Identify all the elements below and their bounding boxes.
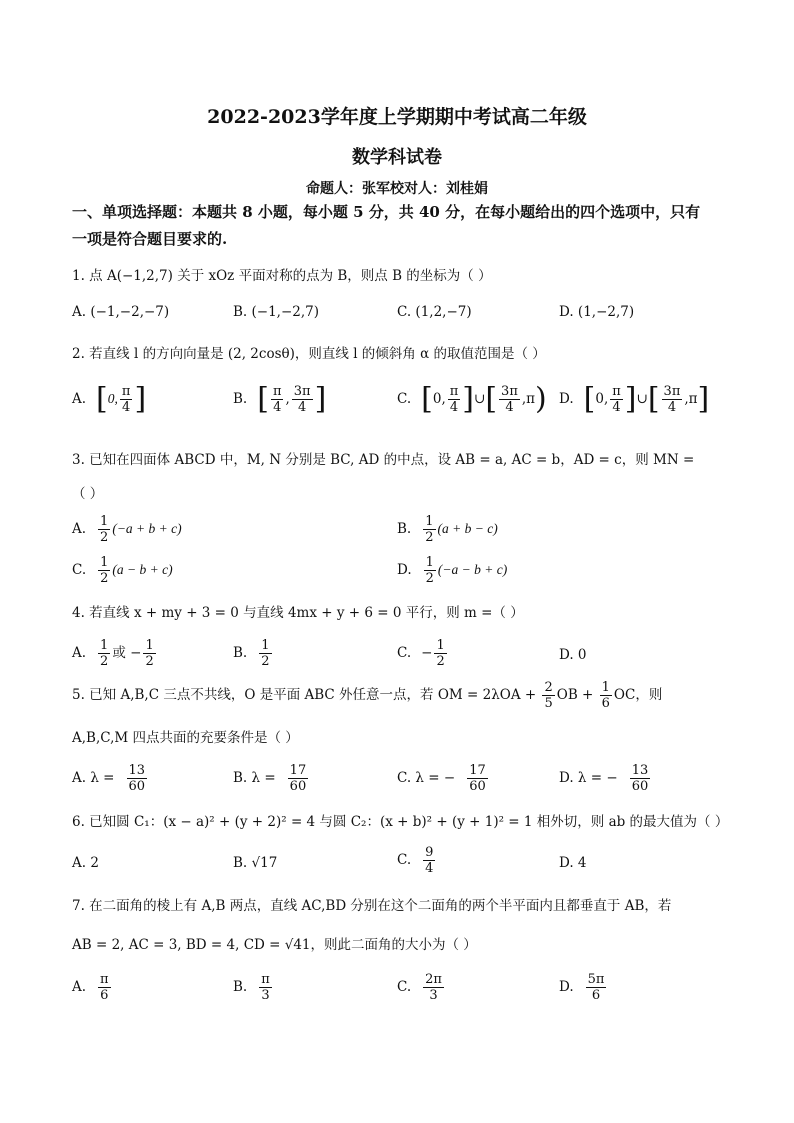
q7-c-den: 3	[429, 988, 438, 1003]
q2-c-n1: π	[449, 384, 459, 399]
q4-option-b[interactable]	[233, 638, 274, 669]
q4-c-minus: −	[421, 645, 433, 661]
q2-d-label: D.	[559, 391, 574, 407]
q3-option-a[interactable]	[72, 514, 182, 545]
q2-c-lower: 0,	[432, 391, 446, 407]
q3-d-num: 1	[425, 555, 434, 570]
q3-b-num: 1	[425, 514, 434, 529]
q2-d-upper: ,π	[684, 391, 698, 407]
q5-stem-part3: OC，则	[613, 687, 663, 703]
q5-c-num: 17	[469, 763, 486, 778]
question-5-stem-line2: A,B,C,M 四点共面的充要条件是（ ）	[72, 730, 299, 746]
q7-option-d[interactable]	[559, 972, 608, 1003]
question-3-stem-line2: （ ）	[72, 486, 104, 502]
q2-c-union: ∪	[474, 391, 486, 407]
q5-option-a[interactable]	[72, 763, 149, 794]
q2-c-label: C.	[397, 391, 412, 407]
q4-a-label: A.	[72, 645, 87, 661]
q5-a-label: A. λ =	[72, 770, 115, 786]
q3-d-label: D.	[397, 562, 412, 578]
q7-a-num: π	[100, 972, 109, 987]
q2-c-upper: ,π	[521, 391, 536, 407]
q7-c-label: C.	[397, 979, 412, 995]
q7-option-c[interactable]	[397, 972, 446, 1003]
q4-c-num: 1	[436, 638, 445, 653]
q2-option-c[interactable]: C. [0, $\frac{\pi}{4}$ ]∪[ $\frac{3\pi}{4}$ ,π)	[397, 381, 547, 417]
q7-option-a[interactable]	[72, 972, 113, 1003]
q6-option-d[interactable]: D. 4	[559, 855, 587, 871]
q1-option-c[interactable]: C. (1,2,−7)	[397, 304, 472, 320]
q6-option-c[interactable]	[397, 845, 437, 876]
q4-a-mid: 或 −	[112, 645, 142, 661]
q5-c-label: C. λ = −	[397, 770, 456, 786]
q3-c-num: 1	[100, 555, 109, 570]
q4-a-n2: 1	[145, 638, 154, 653]
q2-a-num: π	[121, 384, 131, 399]
question-7-stem-line2: AB = 2, AC = 3, BD = 4, CD = √41，则此二面角的大小为（ ）	[72, 937, 477, 953]
q4-c-den: 2	[436, 654, 445, 669]
q4-b-label: B.	[233, 645, 248, 661]
q2-d-d1: 4	[612, 400, 621, 415]
q1-option-a[interactable]: A. (−1,−2,−7)	[72, 304, 170, 320]
authors-line: 命题人：张军校对人：刘桂娟	[306, 181, 488, 197]
q4-option-a[interactable]	[72, 638, 158, 669]
question-3-stem-line1: 3. 已知在四面体 ABCD 中，M, N 分别是 BC, AD 的中点，设 AB = a, AC = b，AD = c，则 MN =	[72, 452, 695, 468]
section-heading	[72, 199, 732, 253]
q4-b-den: 2	[261, 654, 270, 669]
q5-f2-num: 1	[601, 680, 610, 695]
q2-d-n2: 3π	[663, 384, 681, 399]
q3-a-den: 2	[100, 530, 109, 545]
q7-a-den: 6	[100, 988, 109, 1003]
exam-subtitle: 数学科试卷	[352, 147, 442, 168]
q4-a-d2: 2	[145, 654, 154, 669]
q5-c-den: 60	[469, 779, 486, 794]
q3-c-expr: (a − b + c)	[112, 562, 173, 577]
q2-a-den: 4	[122, 400, 131, 415]
q4-a-d1: 2	[100, 654, 109, 669]
q4-option-c[interactable]	[397, 638, 449, 669]
question-2-stem: 2. 若直线 l 的方向向量是 (2, 2cosθ)，则直线 l 的倾斜角 α 的取值范围是（ ）	[72, 346, 546, 362]
q5-option-b[interactable]	[233, 763, 310, 794]
q2-b-d2: 4	[298, 400, 307, 415]
q4-option-d[interactable]: D. 0	[559, 647, 587, 663]
q2-d-n1: π	[612, 384, 621, 399]
q2-b-comma: ,	[285, 391, 290, 407]
q3-a-label: A.	[72, 521, 87, 537]
q7-b-num: π	[261, 972, 270, 987]
q7-d-num: 5π	[587, 972, 605, 987]
q3-option-b[interactable]	[397, 514, 498, 545]
q5-f1-num: 2	[544, 680, 553, 695]
question-5-stem-line1	[72, 680, 732, 711]
section-heading-line1: 一、单项选择题：本题共 8 小题，每小题 5 分，共 40 分，在每小题给出的四个选项中，只有	[72, 203, 701, 221]
q2-c-d2: 4	[505, 400, 514, 415]
question-7-stem-line1: 7. 在二面角的棱上有 A,B 两点，直线 AC,BD 分别在这个二面角的两个半平面内且都垂直于 AB，若	[72, 898, 672, 914]
q5-stem-part1: 5. 已知 A,B,C 三点不共线，O 是平面 ABC 外任意一点，若 OM = 2λOA +	[72, 687, 541, 703]
q2-c-d1: 4	[449, 400, 459, 415]
q4-c-label: C.	[397, 645, 412, 661]
q7-c-num: 2π	[425, 972, 442, 987]
q6-c-den: 4	[425, 861, 434, 876]
q2-b-n2: 3π	[293, 384, 311, 399]
q3-d-expr: (−a − b + c)	[437, 562, 508, 577]
q2-b-d1: 4	[273, 400, 282, 415]
q5-stem-part2: OB +	[556, 687, 598, 703]
question-6-stem: 6. 已知圆 C₁：(x − a)² + (y + 2)² = 4 与圆 C₂：(x + b)² + (y + 1)² = 1 相外切，则 ab 的最大值为（ ）	[72, 814, 729, 830]
q6-option-a[interactable]: A. 2	[72, 855, 99, 871]
section-heading-line2: 一项是符合题目要求的.	[72, 230, 228, 248]
q5-b-den: 60	[289, 779, 307, 794]
q3-option-d[interactable]	[397, 555, 507, 586]
q2-option-d[interactable]: D. [0, $\frac{\pi}{4}$ ]∪[ $\frac{3\pi}{4}$ ,π]	[559, 381, 710, 417]
q7-d-den: 6	[591, 988, 601, 1003]
q5-a-den: 60	[128, 779, 146, 794]
q2-d-d2: 4	[667, 400, 677, 415]
q5-d-label: D. λ = −	[559, 770, 618, 786]
q3-c-den: 2	[100, 571, 109, 586]
q5-f1-den: 5	[544, 696, 553, 711]
q5-f2-den: 6	[601, 696, 610, 711]
q5-d-num: 13	[631, 763, 649, 778]
q1-option-d[interactable]: D. (1,−2,7)	[559, 304, 635, 320]
q3-a-num: 1	[100, 514, 109, 529]
q7-b-label: B.	[233, 979, 248, 995]
q5-a-num: 13	[128, 763, 146, 778]
q3-b-expr: (a + b − c)	[437, 521, 498, 536]
q6-c-label: C.	[397, 852, 412, 868]
q4-b-num: 1	[261, 638, 270, 653]
q2-option-a[interactable]: A. [0, $\frac{\pi}{4}$ ]	[72, 381, 147, 417]
q5-b-num: 17	[289, 763, 307, 778]
q3-option-c[interactable]	[72, 555, 173, 586]
q3-b-label: B.	[397, 521, 412, 537]
exam-title: 2022-2023学年度上学期期中考试高二年级	[207, 106, 587, 128]
q3-d-den: 2	[425, 571, 434, 586]
q5-d-den: 60	[631, 779, 649, 794]
q5-b-label: B. λ =	[233, 770, 276, 786]
question-4-stem: 4. 若直线 x + my + 3 = 0 与直线 4mx + y + 6 = 0 平行，则 m =（ ）	[72, 605, 524, 621]
q3-b-den: 2	[425, 530, 434, 545]
q5-option-d[interactable]	[559, 763, 652, 794]
q2-b-label: B.	[233, 391, 248, 407]
q2-option-b[interactable]: B. [ $\frac{\pi}{4}$ , $\frac{3\pi}{4}$ ]	[233, 381, 327, 417]
q2-a-label: A.	[72, 391, 87, 407]
q7-option-b[interactable]	[233, 972, 274, 1003]
q2-c-n2: 3π	[501, 384, 518, 399]
q1-option-b[interactable]: B. (−1,−2,7)	[233, 304, 320, 320]
q2-d-union: ∪	[636, 391, 648, 407]
q3-c-label: C.	[72, 562, 87, 578]
q3-a-expr: (−a + b + c)	[112, 521, 182, 536]
q7-d-label: D.	[559, 979, 574, 995]
q7-a-label: A.	[72, 979, 87, 995]
q2-d-lower: 0,	[595, 391, 609, 407]
q5-option-c[interactable]	[397, 763, 490, 794]
q2-b-n1: π	[272, 384, 282, 399]
q6-option-b[interactable]: B. √17	[233, 855, 278, 871]
q2-a-lower: 0,	[107, 391, 118, 406]
q7-b-den: 3	[261, 988, 270, 1003]
q4-a-n1: 1	[100, 638, 109, 653]
question-1-stem: 1. 点 A(−1,2,7) 关于 xOz 平面对称的点为 B，则点 B 的坐标为（ ）	[72, 268, 492, 284]
q6-c-num: 9	[425, 845, 434, 860]
